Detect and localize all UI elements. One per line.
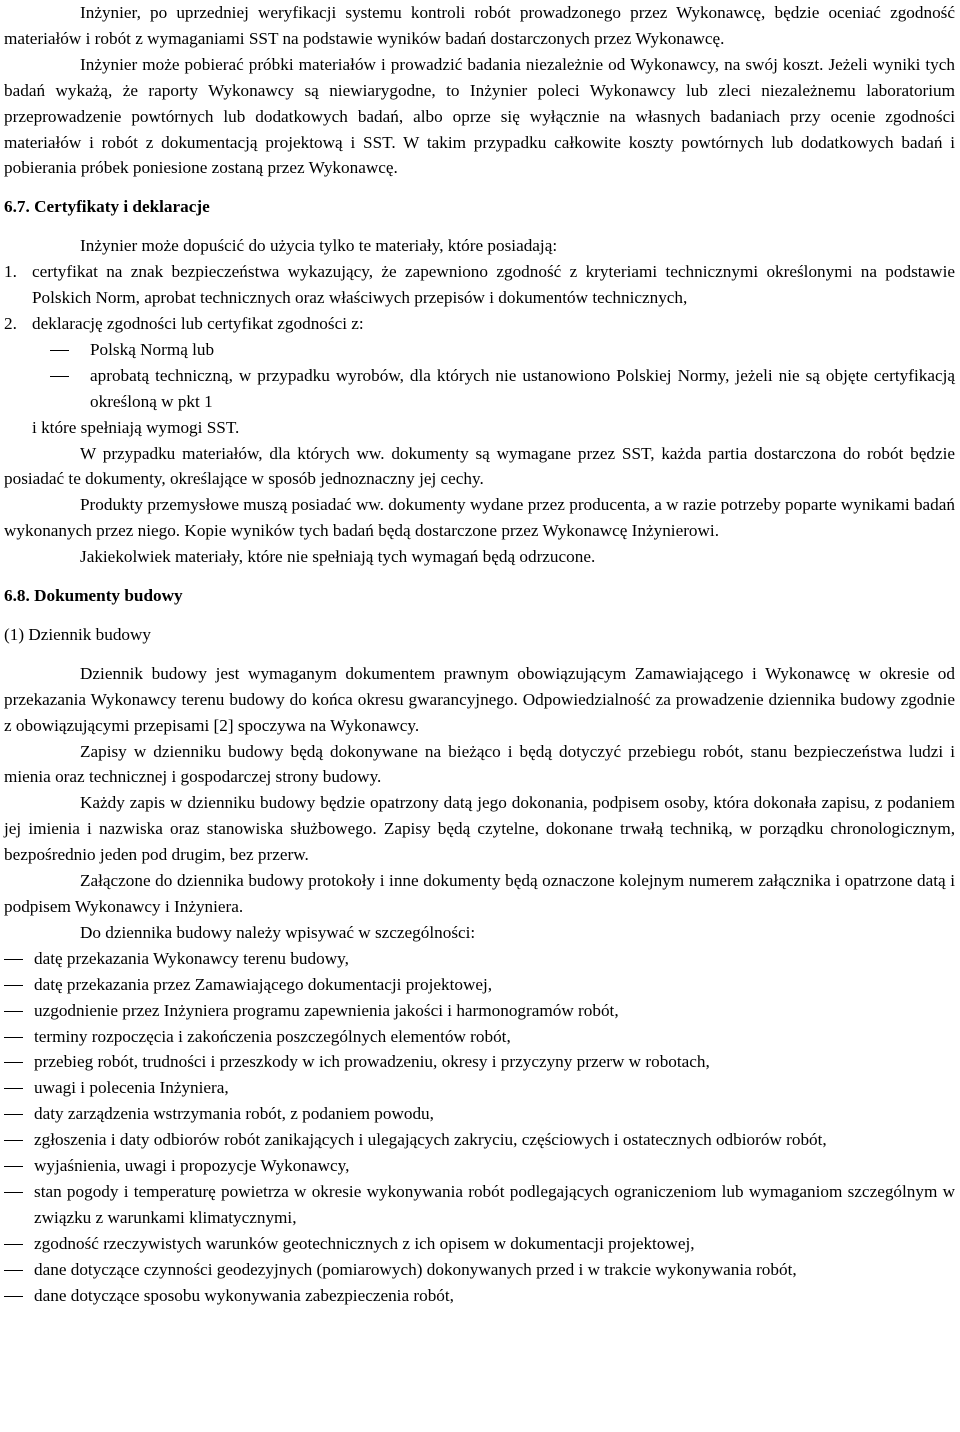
list-item [4,311,955,337]
list-item-text: zgodność rzeczywistych warunków geotechnicznych z ich opisem w dokumentacji projektowej, [34,1233,695,1253]
paragraph-6-7-c: Jakiekolwiek materiały, które nie spełniają tych wymagań będą odrzucone. [80,547,596,567]
sublist-item-text: aprobatą techniczną, w przypadku wyrobów, dla których nie ustanowiono Polskiej Normy, jeżeli nie są objęte certyfikacją określoną w pkt 1 [90,365,955,411]
dash-bullet [4,1231,34,1257]
list-item-text: dane dotyczące sposobu wykonywania zabezpieczenia robót, [34,1285,454,1305]
paragraph-intro: Inżynier, po uprzedniej weryfikacji systemu kontroli robót prowadzonego przez Wykonawcę, będzie oceniać zgodność materiałów i robót z wymaganiami SST na podstawie wyników badań dostarczonych przez Wykonawcę. [4,3,955,48]
dash-bullet [4,1153,34,1179]
list-item-text: przebieg robót, trudności i przeszkody w ich prowadzeniu, okresy i przyczyny przerw w robotach, [34,1052,710,1072]
subsection-heading-dziennik: (1) Dziennik budowy [4,624,152,644]
list-item-text: certyfikat na znak bezpieczeństwa wykazujący, że zapewniono zgodność z kryteriami technicznymi określonymi na podstawie Polskich Norm, aprobat technicznych oraz właściwych przepisów i dokumentów technicznych, [32,262,955,308]
list-item-text: terminy rozpoczęcia i zakończenia poszczególnych elementów robót, [34,1026,511,1046]
paragraph-6-7-condition: i które spełniają wymogi SST. [32,417,240,437]
list-item [4,1075,955,1101]
dash-bullet [50,363,90,415]
list-item [4,1257,955,1283]
paragraph-6-8-b: Zapisy w dzienniku budowy będą dokonywane na bieżąco i będą dotyczyć przebiegu robót, stanu bezpieczeństwa ludzi i mienia oraz technicznej i gospodarczej strony budowy. [4,741,955,787]
paragraph-6-7-intro: Inżynier może dopuścić do użycia tylko te materiały, które posiadają: [80,236,558,256]
dash-bullet [4,972,34,998]
list-item [4,259,955,311]
list-item [4,972,955,998]
dash-bullet [4,1179,34,1231]
list-item-text: uzgodnienie przez Inżyniera programu zapewnienia jakości i harmonogramów robót, [34,1000,619,1020]
paragraph-6-8-a: Dziennik budowy jest wymaganym dokumentem prawnym obowiązującym Zamawiającego i Wykonawcę w okresie od przekazania Wykonawcy terenu budowy do końca okresu gwarancyjnego. Odpowiedzialność za prowadzenie dziennika budowy zgodnie z obowiązującymi przepisami [2] spoczywa na Wykonawcy. [4,663,955,735]
dash-bullet [4,998,34,1024]
section-heading-6-7: 6.7. Certyfikaty i deklaracje [4,197,210,217]
list-item [4,1024,955,1050]
list-item [4,946,955,972]
section-heading-6-8: 6.8. Dokumenty budowy [4,586,183,606]
list-item [4,1153,955,1179]
list-item-text: wyjaśnienia, uwagi i propozycje Wykonawcy, [34,1156,350,1176]
list-item [4,1101,955,1127]
paragraph-6-7-a: W przypadku materiałów, dla których ww. dokumenty są wymagane przez SST, każda partia dostarczona do robót będzie posiadać te dokumenty, określające w sposób jednoznaczny jej cechy. [4,443,955,489]
sublist-item [4,363,955,415]
dash-bullet [4,1101,34,1127]
list-number: 1. [4,262,17,282]
dash-bullet [4,1257,34,1283]
paragraph-6-8-e: Do dziennika budowy należy wpisywać w szczególności: [80,922,476,942]
sublist-item [4,337,955,363]
dash-bullet [4,1075,34,1101]
dash-bullet [4,1049,34,1075]
paragraph-6-8-c: Każdy zapis w dzienniku budowy będzie opatrzony datą jego dokonania, podpisem osoby, która dokonała zapisu, z podaniem jej imienia i nazwiska oraz stanowiska służbowego. Zapisy będą czytelne, dokonane trwałą techniką, w porządku chronologicznym, bezpośrednio jeden pod drugim, bez przerw. [4,793,955,865]
list-number: 2. [4,313,17,333]
list-item-text: stan pogody i temperaturę powietrza w okresie wykonywania robót podlegających ograniczeniom lub wymaganiom szczególnym w związku z warunkami klimatycznymi, [34,1181,955,1227]
paragraph-6-8-d: Załączone do dziennika budowy protokoły i inne dokumenty będą oznaczone kolejnym numerem załącznika i opatrzone datą i podpisem Wykonawcy i Inżyniera. [4,871,955,916]
list-item [4,1231,955,1257]
sublist-item-text: Polską Normą lub [90,339,215,359]
list-item [4,1127,955,1153]
dash-bullet [4,1283,34,1309]
list-item-text: dane dotyczące czynności geodezyjnych (pomiarowych) dokonywanych przed i w trakcie wykonywania robót, [34,1259,797,1279]
dash-bullet [4,946,34,972]
dash-bullet [4,1127,34,1153]
dash-bullet [50,337,90,363]
list-item-text: daty zarządzenia wstrzymania robót, z podaniem powodu, [34,1104,434,1124]
list-item-text: deklarację zgodności lub certyfikat zgodności z: [32,313,364,333]
list-item [4,1179,955,1231]
paragraph-intro-2: Inżynier może pobierać próbki materiałów i prowadzić badania niezależnie od Wykonawcy, na swój koszt. Jeżeli wyniki tych badań wykażą, że raporty Wykonawcy są niewiarygodne, to Inżynier poleci Wykonawcy lub zleci niezależnemu laboratorium przeprowadzenie powtórnych lub dodatkowych badań, albo oprze się wyłącznie na własnych badaniach przy ocenie zgodności materiałów i robót z dokumentacją projektową i SST. W takim przypadku całkowite koszty powtórnych lub dodatkowych badań i pobierania próbek poniesione zostaną przez Wykonawcę. [4,54,955,178]
list-item-text: datę przekazania Wykonawcy terenu budowy, [34,948,349,968]
list-item-text: uwagi i polecenia Inżyniera, [34,1078,229,1098]
list-item [4,1049,955,1075]
paragraph-6-7-b: Produkty przemysłowe muszą posiadać ww. dokumenty wydane przez producenta, a w razie potrzeby poparte wynikami badań wykonanych przez niego. Kopie wyników tych badań będą dostarczone przez Wykonawcę Inżynierowi. [4,495,955,541]
list-item-text: datę przekazania przez Zamawiającego dokumentacji projektowej, [34,974,493,994]
list-item-text: zgłoszenia i daty odbiorów robót zanikających i ulegających zakryciu, częściowych i ostatecznych odbiorów robót, [34,1130,827,1150]
dash-bullet [4,1024,34,1050]
list-item [4,998,955,1024]
list-item [4,1283,955,1309]
